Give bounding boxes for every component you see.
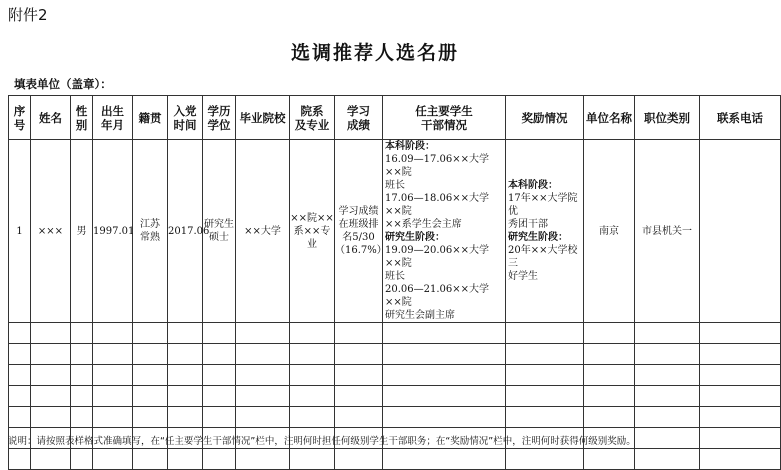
empty-cell xyxy=(335,323,383,344)
empty-cell xyxy=(9,407,31,428)
column-header xyxy=(203,96,236,140)
department-line: 系××专 xyxy=(293,225,331,237)
column-header-line: 及专业 xyxy=(294,117,330,132)
empty-cell xyxy=(290,407,335,428)
empty-cell xyxy=(168,344,203,365)
awards-line: 17年××大学院优 xyxy=(508,193,578,217)
empty-row xyxy=(9,323,781,344)
column-header-line: 联系电话 xyxy=(717,110,763,125)
awards-line: 秀团干部 xyxy=(508,219,548,230)
cell-origin xyxy=(133,140,168,323)
column-header-line: 姓名 xyxy=(39,110,62,125)
empty-cell xyxy=(506,449,584,470)
empty-cell xyxy=(133,386,168,407)
column-header-line: 学位 xyxy=(207,117,231,132)
column-header xyxy=(9,96,31,140)
empty-row xyxy=(9,365,781,386)
empty-cell xyxy=(71,323,93,344)
cadre-line: 研究生阶段： xyxy=(385,232,445,243)
degree-line: 硕士 xyxy=(209,232,229,243)
empty-cell xyxy=(168,386,203,407)
grades-line: 名5/30 xyxy=(342,232,375,243)
empty-cell xyxy=(635,449,700,470)
empty-cell xyxy=(71,407,93,428)
column-header-line: 成绩 xyxy=(347,117,370,132)
column-header-line: 入党 xyxy=(173,103,197,118)
empty-cell xyxy=(383,407,506,428)
empty-cell xyxy=(203,407,236,428)
empty-cell xyxy=(31,365,71,386)
column-header xyxy=(700,96,781,140)
empty-cell xyxy=(203,386,236,407)
empty-cell xyxy=(236,407,290,428)
empty-cell xyxy=(700,386,781,407)
empty-cell xyxy=(93,407,133,428)
cell-gender: 男 xyxy=(71,140,93,323)
cell-grades xyxy=(335,140,387,323)
column-header-line: 时间 xyxy=(173,117,197,132)
cell-unit-name: 南京 xyxy=(584,140,635,323)
degree-line: 研究生 xyxy=(204,219,234,230)
column-header-line: 毕业院校 xyxy=(239,110,286,125)
empty-cell xyxy=(168,449,203,470)
awards-line: 本科阶段： xyxy=(508,180,558,191)
empty-cell xyxy=(635,407,700,428)
empty-cell xyxy=(700,323,781,344)
empty-cell xyxy=(133,365,168,386)
cell-phone xyxy=(700,140,781,323)
empty-cell xyxy=(9,323,31,344)
column-header xyxy=(383,96,506,140)
empty-cell xyxy=(584,449,635,470)
empty-cell xyxy=(290,386,335,407)
empty-cell xyxy=(168,323,203,344)
cell-school: ××大学 xyxy=(236,140,290,323)
cell-position-type: 市县机关一 xyxy=(635,140,700,323)
column-header-line: 号 xyxy=(13,117,26,132)
column-header xyxy=(290,96,335,140)
empty-cell xyxy=(93,344,133,365)
column-header-line: 年月 xyxy=(101,117,124,132)
empty-cell xyxy=(133,407,168,428)
footer-note: 说明：请按照表样格式准确填写，在“任主要学生干部情况”栏中，注明何时担任何级别学生干部职务；在“奖励情况”栏中，注明何时获得何级别奖励。 xyxy=(8,436,636,447)
empty-cell xyxy=(71,386,93,407)
empty-cell xyxy=(383,365,506,386)
empty-cell xyxy=(635,344,700,365)
empty-cell xyxy=(71,344,93,365)
empty-cell xyxy=(335,365,383,386)
empty-cell xyxy=(506,323,584,344)
column-header xyxy=(31,96,71,140)
column-header xyxy=(584,96,635,140)
column-header-line: 别 xyxy=(75,117,88,132)
empty-row xyxy=(9,407,781,428)
department-line: 业 xyxy=(307,238,317,250)
empty-cell xyxy=(335,449,383,470)
empty-cell xyxy=(584,323,635,344)
cell-birth: 1997.01 xyxy=(93,140,133,323)
column-header xyxy=(71,96,93,140)
awards-line: 好学生 xyxy=(508,271,538,282)
empty-row xyxy=(9,449,781,470)
grades-line: （16.7%） xyxy=(335,245,387,256)
column-header-line: 单位名称 xyxy=(586,110,632,125)
empty-cell xyxy=(584,386,635,407)
column-header xyxy=(635,96,700,140)
cadre-line: 19.09—20.06××大学××院 xyxy=(385,245,490,269)
awards-line: 20年××大学校三 xyxy=(508,245,578,269)
empty-cell xyxy=(383,344,506,365)
empty-cell xyxy=(506,365,584,386)
cadre-line: 本科阶段： xyxy=(385,141,435,152)
cadre-line: ××系学生会主席 xyxy=(385,219,462,230)
empty-cell xyxy=(700,428,781,449)
cell-name: ××× xyxy=(31,140,71,323)
column-header-line: 奖励情况 xyxy=(521,110,568,125)
empty-cell xyxy=(584,407,635,428)
roster-table xyxy=(8,95,781,470)
awards-line: 研究生阶段： xyxy=(508,232,568,243)
cadre-line: 班长 xyxy=(385,271,405,282)
cadre-line: 16.09—17.06××大学××院 xyxy=(385,154,490,178)
grades-line: 在班级排 xyxy=(338,219,379,230)
empty-cell xyxy=(203,449,236,470)
department-line: ××院×× xyxy=(290,212,334,224)
empty-cell xyxy=(93,386,133,407)
column-header xyxy=(506,96,584,140)
empty-cell xyxy=(31,323,71,344)
empty-cell xyxy=(506,386,584,407)
empty-cell xyxy=(290,365,335,386)
empty-cell xyxy=(9,344,31,365)
column-header-line: 职位类别 xyxy=(644,110,690,125)
page-title: 选调推荐人选名册 xyxy=(290,42,459,64)
empty-cell xyxy=(9,386,31,407)
empty-cell xyxy=(71,365,93,386)
empty-cell xyxy=(133,449,168,470)
empty-cell xyxy=(31,449,71,470)
unit-label: 填表单位（盖章）： xyxy=(14,77,112,91)
empty-cell xyxy=(236,365,290,386)
header-row xyxy=(9,96,781,140)
empty-cell xyxy=(335,407,383,428)
empty-cell xyxy=(236,386,290,407)
empty-cell xyxy=(584,365,635,386)
empty-cell xyxy=(290,344,335,365)
cadre-line: 17.06—18.06××大学××院 xyxy=(385,193,490,217)
empty-cell xyxy=(236,344,290,365)
cadre-line: 20.06—21.06××大学××院 xyxy=(385,284,490,308)
empty-cell xyxy=(203,344,236,365)
column-header-line: 学历 xyxy=(207,103,231,118)
empty-cell xyxy=(71,449,93,470)
column-header-line: 学习 xyxy=(347,103,370,118)
empty-cell xyxy=(9,365,31,386)
table-row xyxy=(9,140,781,323)
empty-cell xyxy=(31,386,71,407)
column-header-line: 任主要学生 xyxy=(415,103,473,118)
empty-cell xyxy=(31,344,71,365)
empty-cell xyxy=(383,449,506,470)
column-header-line: 性 xyxy=(75,103,88,118)
empty-cell xyxy=(203,365,236,386)
empty-cell xyxy=(93,449,133,470)
empty-cell xyxy=(700,365,781,386)
cell-party-date: 2017.06 xyxy=(168,140,203,323)
column-header xyxy=(335,96,383,140)
origin-line: 江苏 xyxy=(140,219,160,230)
empty-cell xyxy=(236,323,290,344)
empty-cell xyxy=(700,449,781,470)
origin-line: 常熟 xyxy=(140,232,160,243)
empty-cell xyxy=(168,407,203,428)
column-header-line: 籍贯 xyxy=(138,110,162,125)
empty-cell xyxy=(700,407,781,428)
cell-cadre xyxy=(383,140,506,323)
empty-cell xyxy=(635,428,700,449)
empty-cell xyxy=(236,449,290,470)
empty-cell xyxy=(635,323,700,344)
cadre-line: 研究生会副主席 xyxy=(385,310,455,321)
empty-cell xyxy=(383,386,506,407)
cell-awards xyxy=(506,140,584,323)
empty-cell xyxy=(290,323,335,344)
empty-cell xyxy=(383,323,506,344)
empty-cell xyxy=(335,344,383,365)
empty-cell xyxy=(133,323,168,344)
column-header xyxy=(133,96,168,140)
empty-cell xyxy=(93,323,133,344)
grades-line: 学习成绩 xyxy=(338,206,379,217)
column-header-line: 出生 xyxy=(101,103,124,118)
column-header-line: 院系 xyxy=(300,103,324,118)
empty-cell xyxy=(168,365,203,386)
empty-cell xyxy=(506,344,584,365)
column-header xyxy=(236,96,290,140)
empty-cell xyxy=(635,386,700,407)
empty-cell xyxy=(635,365,700,386)
column-header xyxy=(93,96,133,140)
empty-cell xyxy=(335,386,383,407)
empty-row xyxy=(9,344,781,365)
empty-cell xyxy=(506,407,584,428)
cell-index: 1 xyxy=(9,140,31,323)
column-header xyxy=(168,96,203,140)
empty-cell xyxy=(203,323,236,344)
empty-cell xyxy=(700,344,781,365)
empty-row xyxy=(9,386,781,407)
attachment-label: 附件2 xyxy=(8,6,48,24)
empty-cell xyxy=(133,344,168,365)
cadre-line: 班长 xyxy=(385,180,405,191)
column-header-line: 序 xyxy=(13,103,26,118)
cell-department xyxy=(290,140,335,323)
empty-cell xyxy=(9,449,31,470)
empty-cell xyxy=(31,407,71,428)
empty-cell xyxy=(584,344,635,365)
column-header-line: 干部情况 xyxy=(421,117,467,132)
empty-cell xyxy=(290,449,335,470)
empty-cell xyxy=(93,365,133,386)
